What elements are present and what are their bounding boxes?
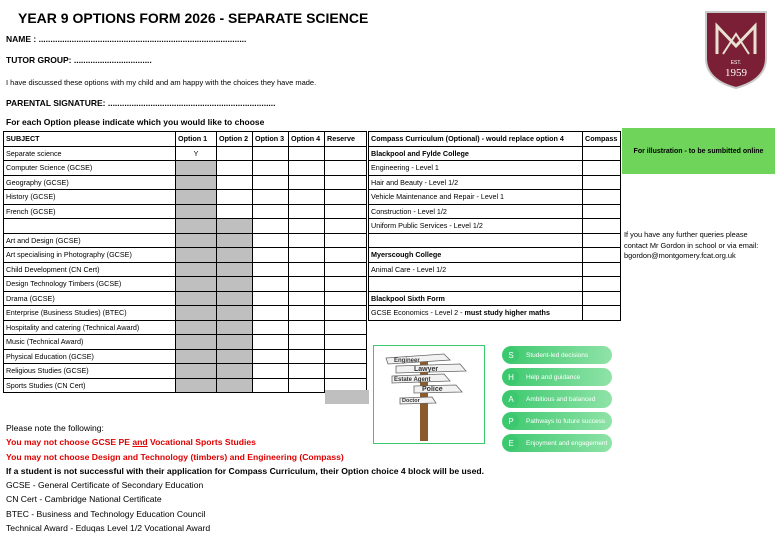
subject-name: Music (Technical Award) xyxy=(4,335,176,350)
option-3-cell[interactable] xyxy=(253,320,289,335)
sign-word-1: Engineer xyxy=(394,358,420,364)
option-3-cell[interactable] xyxy=(253,219,289,234)
compass-row xyxy=(369,204,621,219)
subject-name: Separate science xyxy=(4,146,176,161)
options-header-row xyxy=(4,132,367,147)
queries-line-2: contact Mr Gordon in school or via email: xyxy=(624,240,759,250)
value-item xyxy=(502,434,612,452)
option-3-cell[interactable] xyxy=(253,262,289,277)
option-4-cell[interactable] xyxy=(289,320,325,335)
compass-course xyxy=(369,233,583,248)
compass-header: Compass Curriculum (Optional) - would replace option 4 xyxy=(369,132,583,147)
school-logo xyxy=(703,10,769,90)
subject-row xyxy=(4,277,367,292)
option-reserve-cell[interactable] xyxy=(325,219,367,234)
subject-row xyxy=(4,262,367,277)
option-3-cell[interactable] xyxy=(253,378,289,393)
option-1-cell[interactable] xyxy=(176,161,217,176)
value-letter: P xyxy=(503,413,519,429)
compass-course: Uniform Public Services - Level 1/2 xyxy=(369,219,583,234)
value-letter: A xyxy=(503,391,519,407)
value-letter: S xyxy=(503,347,519,363)
compass-header-2: Compass xyxy=(583,132,621,147)
option-1-cell[interactable] xyxy=(176,306,217,321)
option-1-cell[interactable]: Y xyxy=(176,146,217,161)
compass-choice-cell[interactable] xyxy=(583,291,621,306)
option-1-cell[interactable] xyxy=(176,291,217,306)
subject-row xyxy=(4,146,367,161)
option-1-cell[interactable] xyxy=(176,277,217,292)
option-4-cell[interactable] xyxy=(289,190,325,205)
option-1-cell[interactable] xyxy=(176,262,217,277)
option-4-cell[interactable] xyxy=(289,146,325,161)
compass-table xyxy=(368,131,621,321)
option-2-cell[interactable] xyxy=(217,291,253,306)
subject-name: Geography (GCSE) xyxy=(4,175,176,190)
option-4-cell[interactable] xyxy=(289,364,325,379)
option-reserve-cell[interactable] xyxy=(325,349,367,364)
compass-choice-cell[interactable] xyxy=(583,175,621,190)
subject-name: History (GCSE) xyxy=(4,190,176,205)
option-1-cell[interactable] xyxy=(176,378,217,393)
compass-course: Engineering - Level 1 xyxy=(369,161,583,176)
compass-course: Blackpool and Fylde College xyxy=(369,146,583,161)
value-letter: E xyxy=(503,435,519,451)
reserve-total-cell xyxy=(325,390,369,404)
option-4-cell[interactable] xyxy=(289,349,325,364)
subject-name: Drama (GCSE) xyxy=(4,291,176,306)
logo-est: EST. xyxy=(730,60,742,66)
option-4-cell[interactable] xyxy=(289,262,325,277)
compass-row xyxy=(369,248,621,263)
notes-section xyxy=(6,421,484,535)
compass-row xyxy=(369,277,621,292)
compass-choice-cell[interactable] xyxy=(583,146,621,161)
option-2-cell[interactable] xyxy=(217,262,253,277)
option-2-cell[interactable] xyxy=(217,349,253,364)
subject-row xyxy=(4,204,367,219)
option-2-cell[interactable] xyxy=(217,248,253,263)
sign-word-2: Lawyer xyxy=(414,366,439,373)
def-cn-cert: CN Cert - Cambridge National Certificate xyxy=(6,494,162,505)
option-reserve-cell[interactable] xyxy=(325,320,367,335)
compass-row xyxy=(369,291,621,306)
value-item xyxy=(502,412,612,430)
option-4-cell[interactable] xyxy=(289,335,325,350)
subject-row xyxy=(4,175,367,190)
compass-choice-cell[interactable] xyxy=(583,248,621,263)
note-dt-restriction: You may not choose Design and Technology (timbers) and Engineering (Compass) xyxy=(6,451,344,462)
option-3-cell[interactable] xyxy=(253,190,289,205)
note-pe-restriction: You may not choose GCSE PE and Vocational Sports Studies xyxy=(6,437,256,448)
queries-line-1: If you have any further queries please xyxy=(624,230,748,239)
option-3-cell[interactable] xyxy=(253,277,289,292)
name-field[interactable]: NAME : ........................................................................................ xyxy=(6,34,247,44)
option-1-cell[interactable] xyxy=(176,190,217,205)
sign-word-3: Estate Agent xyxy=(394,377,431,383)
option-2-cell[interactable] xyxy=(217,190,253,205)
option-2-cell[interactable] xyxy=(217,161,253,176)
option-3-cell[interactable] xyxy=(253,146,289,161)
option-2-cell[interactable] xyxy=(217,320,253,335)
compass-choice-cell[interactable] xyxy=(583,277,621,292)
option-reserve-cell[interactable] xyxy=(325,161,367,176)
option-4-cell[interactable] xyxy=(289,233,325,248)
option-4-cell[interactable] xyxy=(289,306,325,321)
compass-choice-cell[interactable] xyxy=(583,262,621,277)
option-1-cell[interactable] xyxy=(176,335,217,350)
option-2-cell[interactable] xyxy=(217,233,253,248)
header-option-1: Option 1 xyxy=(176,132,217,147)
compass-course: Hair and Beauty - Level 1/2 xyxy=(369,175,583,190)
discussed-statement: I have discussed these options with my child and am happy with the choices they have made. xyxy=(6,78,317,87)
subject-name: Physical Education (GCSE) xyxy=(4,349,176,364)
option-1-cell[interactable] xyxy=(176,175,217,190)
compass-row xyxy=(369,146,621,161)
sign-word-4: Police xyxy=(422,386,443,393)
subject-row xyxy=(4,349,367,364)
option-reserve-cell[interactable] xyxy=(325,335,367,350)
subject-row xyxy=(4,233,367,248)
subject-name: Child Development (CN Cert) xyxy=(4,262,176,277)
logo-year: 1959 xyxy=(725,67,747,79)
def-btec: BTEC - Business and Technology Education Council xyxy=(6,508,206,519)
option-reserve-cell[interactable] xyxy=(325,364,367,379)
option-2-cell[interactable] xyxy=(217,219,253,234)
page-title: YEAR 9 OPTIONS FORM 2026 - SEPARATE SCIENCE xyxy=(18,10,369,26)
option-1-cell[interactable] xyxy=(176,233,217,248)
value-text: Pathways to future success xyxy=(526,417,606,425)
option-1-cell[interactable] xyxy=(176,364,217,379)
option-1-cell[interactable] xyxy=(176,349,217,364)
compass-choice-cell[interactable] xyxy=(583,161,621,176)
subject-row xyxy=(4,320,367,335)
compass-course: Construction - Level 1/2 xyxy=(369,204,583,219)
queries-email[interactable]: bgordon@montgomery.fcat.org.uk xyxy=(624,251,736,260)
compass-row xyxy=(369,306,621,321)
option-4-cell[interactable] xyxy=(289,204,325,219)
subject-name: Computer Science (GCSE) xyxy=(4,161,176,176)
subject-name: French (GCSE) xyxy=(4,204,176,219)
def-technical-award: Technical Award - Eduqas Level 1/2 Vocational Award xyxy=(6,523,211,534)
option-1-cell[interactable] xyxy=(176,248,217,263)
option-reserve-cell[interactable] xyxy=(325,306,367,321)
compass-course: GCSE Economics - Level 2 - must study higher maths xyxy=(369,306,583,321)
option-reserve-cell[interactable] xyxy=(325,190,367,205)
subject-name: Design Technology Timbers (GCSE) xyxy=(4,277,176,292)
header-option-2: Option 2 xyxy=(217,132,253,147)
compass-course: Vehicle Maintenance and Repair - Level 1 xyxy=(369,190,583,205)
option-1-cell[interactable] xyxy=(176,219,217,234)
option-3-cell[interactable] xyxy=(253,349,289,364)
option-reserve-cell[interactable] xyxy=(325,175,367,190)
compass-course: Animal Care - Level 1/2 xyxy=(369,262,583,277)
illustration-note: For illustration - to be sumbitted online xyxy=(622,128,775,174)
compass-choice-cell[interactable] xyxy=(583,219,621,234)
compass-course: Blackpool Sixth Form xyxy=(369,291,583,306)
option-2-cell[interactable] xyxy=(217,335,253,350)
option-4-cell[interactable] xyxy=(289,291,325,306)
subject-row xyxy=(4,161,367,176)
option-4-cell[interactable] xyxy=(289,248,325,263)
subject-name: Religious Studies (GCSE) xyxy=(4,364,176,379)
compass-choice-cell[interactable] xyxy=(583,204,621,219)
option-2-cell[interactable] xyxy=(217,146,253,161)
options-table xyxy=(3,131,367,393)
parental-signature-field[interactable]: PARENTAL SIGNATURE: ....................................................................... xyxy=(6,98,276,108)
compass-choice-cell[interactable] xyxy=(583,306,621,321)
compass-row xyxy=(369,219,621,234)
option-reserve-cell[interactable] xyxy=(325,262,367,277)
option-3-cell[interactable] xyxy=(253,204,289,219)
compass-header-row xyxy=(369,132,621,147)
tutor-group-field[interactable]: TUTOR GROUP: ................................. xyxy=(6,55,152,65)
instruction-text: For each Option please indicate which you would like to choose xyxy=(6,117,265,127)
option-reserve-cell[interactable] xyxy=(325,146,367,161)
option-1-cell[interactable] xyxy=(176,204,217,219)
compass-row xyxy=(369,262,621,277)
option-4-cell[interactable] xyxy=(289,161,325,176)
subject-row xyxy=(4,306,367,321)
compass-choice-cell[interactable] xyxy=(583,233,621,248)
subject-row xyxy=(4,378,367,393)
option-3-cell[interactable] xyxy=(253,306,289,321)
subject-name: Art and Design (GCSE) xyxy=(4,233,176,248)
note-compass-fallback: If a student is not successful with their application for Compass Curriculum, their Option choice 4 block will be used. xyxy=(6,465,484,476)
option-3-cell[interactable] xyxy=(253,335,289,350)
queries-text xyxy=(624,230,758,262)
subject-name xyxy=(4,219,176,234)
option-reserve-cell[interactable] xyxy=(325,233,367,248)
value-letter: H xyxy=(503,369,519,385)
option-2-cell[interactable] xyxy=(217,378,253,393)
option-2-cell[interactable] xyxy=(217,277,253,292)
compass-row xyxy=(369,161,621,176)
option-1-cell[interactable] xyxy=(176,320,217,335)
def-gcse: GCSE - General Certificate of Secondary Education xyxy=(6,480,204,491)
option-reserve-cell[interactable] xyxy=(325,277,367,292)
sign-word-5: Doctor xyxy=(402,398,420,404)
option-2-cell[interactable] xyxy=(217,175,253,190)
option-2-cell[interactable] xyxy=(217,204,253,219)
option-3-cell[interactable] xyxy=(253,291,289,306)
option-3-cell[interactable] xyxy=(253,233,289,248)
subject-row xyxy=(4,364,367,379)
option-2-cell[interactable] xyxy=(217,364,253,379)
option-4-cell[interactable] xyxy=(289,175,325,190)
subject-row xyxy=(4,248,367,263)
option-3-cell[interactable] xyxy=(253,364,289,379)
value-text: Student-led decisions xyxy=(526,351,589,359)
option-2-cell[interactable] xyxy=(217,306,253,321)
option-reserve-cell[interactable] xyxy=(325,291,367,306)
value-text: Ambitious and balanced xyxy=(526,395,596,403)
value-item xyxy=(502,346,612,364)
compass-course xyxy=(369,277,583,292)
header-subject: SUBJECT xyxy=(4,132,176,147)
option-3-cell[interactable] xyxy=(253,175,289,190)
header-option-3: Option 3 xyxy=(253,132,289,147)
subject-row xyxy=(4,335,367,350)
compass-row xyxy=(369,233,621,248)
subject-row xyxy=(4,190,367,205)
subject-row xyxy=(4,291,367,306)
value-item xyxy=(502,368,612,386)
option-reserve-cell[interactable] xyxy=(325,204,367,219)
subject-name: Sports Studies (CN Cert) xyxy=(4,378,176,393)
header-reserve: Reserve xyxy=(325,132,367,147)
subject-name: Enterprise (Business Studies) (BTEC) xyxy=(4,306,176,321)
subject-name: Art specialising in Photography (GCSE) xyxy=(4,248,176,263)
compass-row xyxy=(369,175,621,190)
subject-name: Hospitality and catering (Technical Award) xyxy=(4,320,176,335)
notes-intro: Please note the following: xyxy=(6,423,104,433)
option-4-cell[interactable] xyxy=(289,219,325,234)
option-3-cell[interactable] xyxy=(253,161,289,176)
value-item xyxy=(502,390,612,408)
header-option-4: Option 4 xyxy=(289,132,325,147)
compass-row xyxy=(369,190,621,205)
value-text: Help and guidance xyxy=(526,373,581,381)
compass-course: Myerscough College xyxy=(369,248,583,263)
option-reserve-cell[interactable] xyxy=(325,248,367,263)
value-text: Enjoyment and engagement xyxy=(526,439,608,447)
subject-row xyxy=(4,219,367,234)
option-3-cell[interactable] xyxy=(253,248,289,263)
option-4-cell[interactable] xyxy=(289,378,325,393)
option-4-cell[interactable] xyxy=(289,277,325,292)
compass-choice-cell[interactable] xyxy=(583,190,621,205)
